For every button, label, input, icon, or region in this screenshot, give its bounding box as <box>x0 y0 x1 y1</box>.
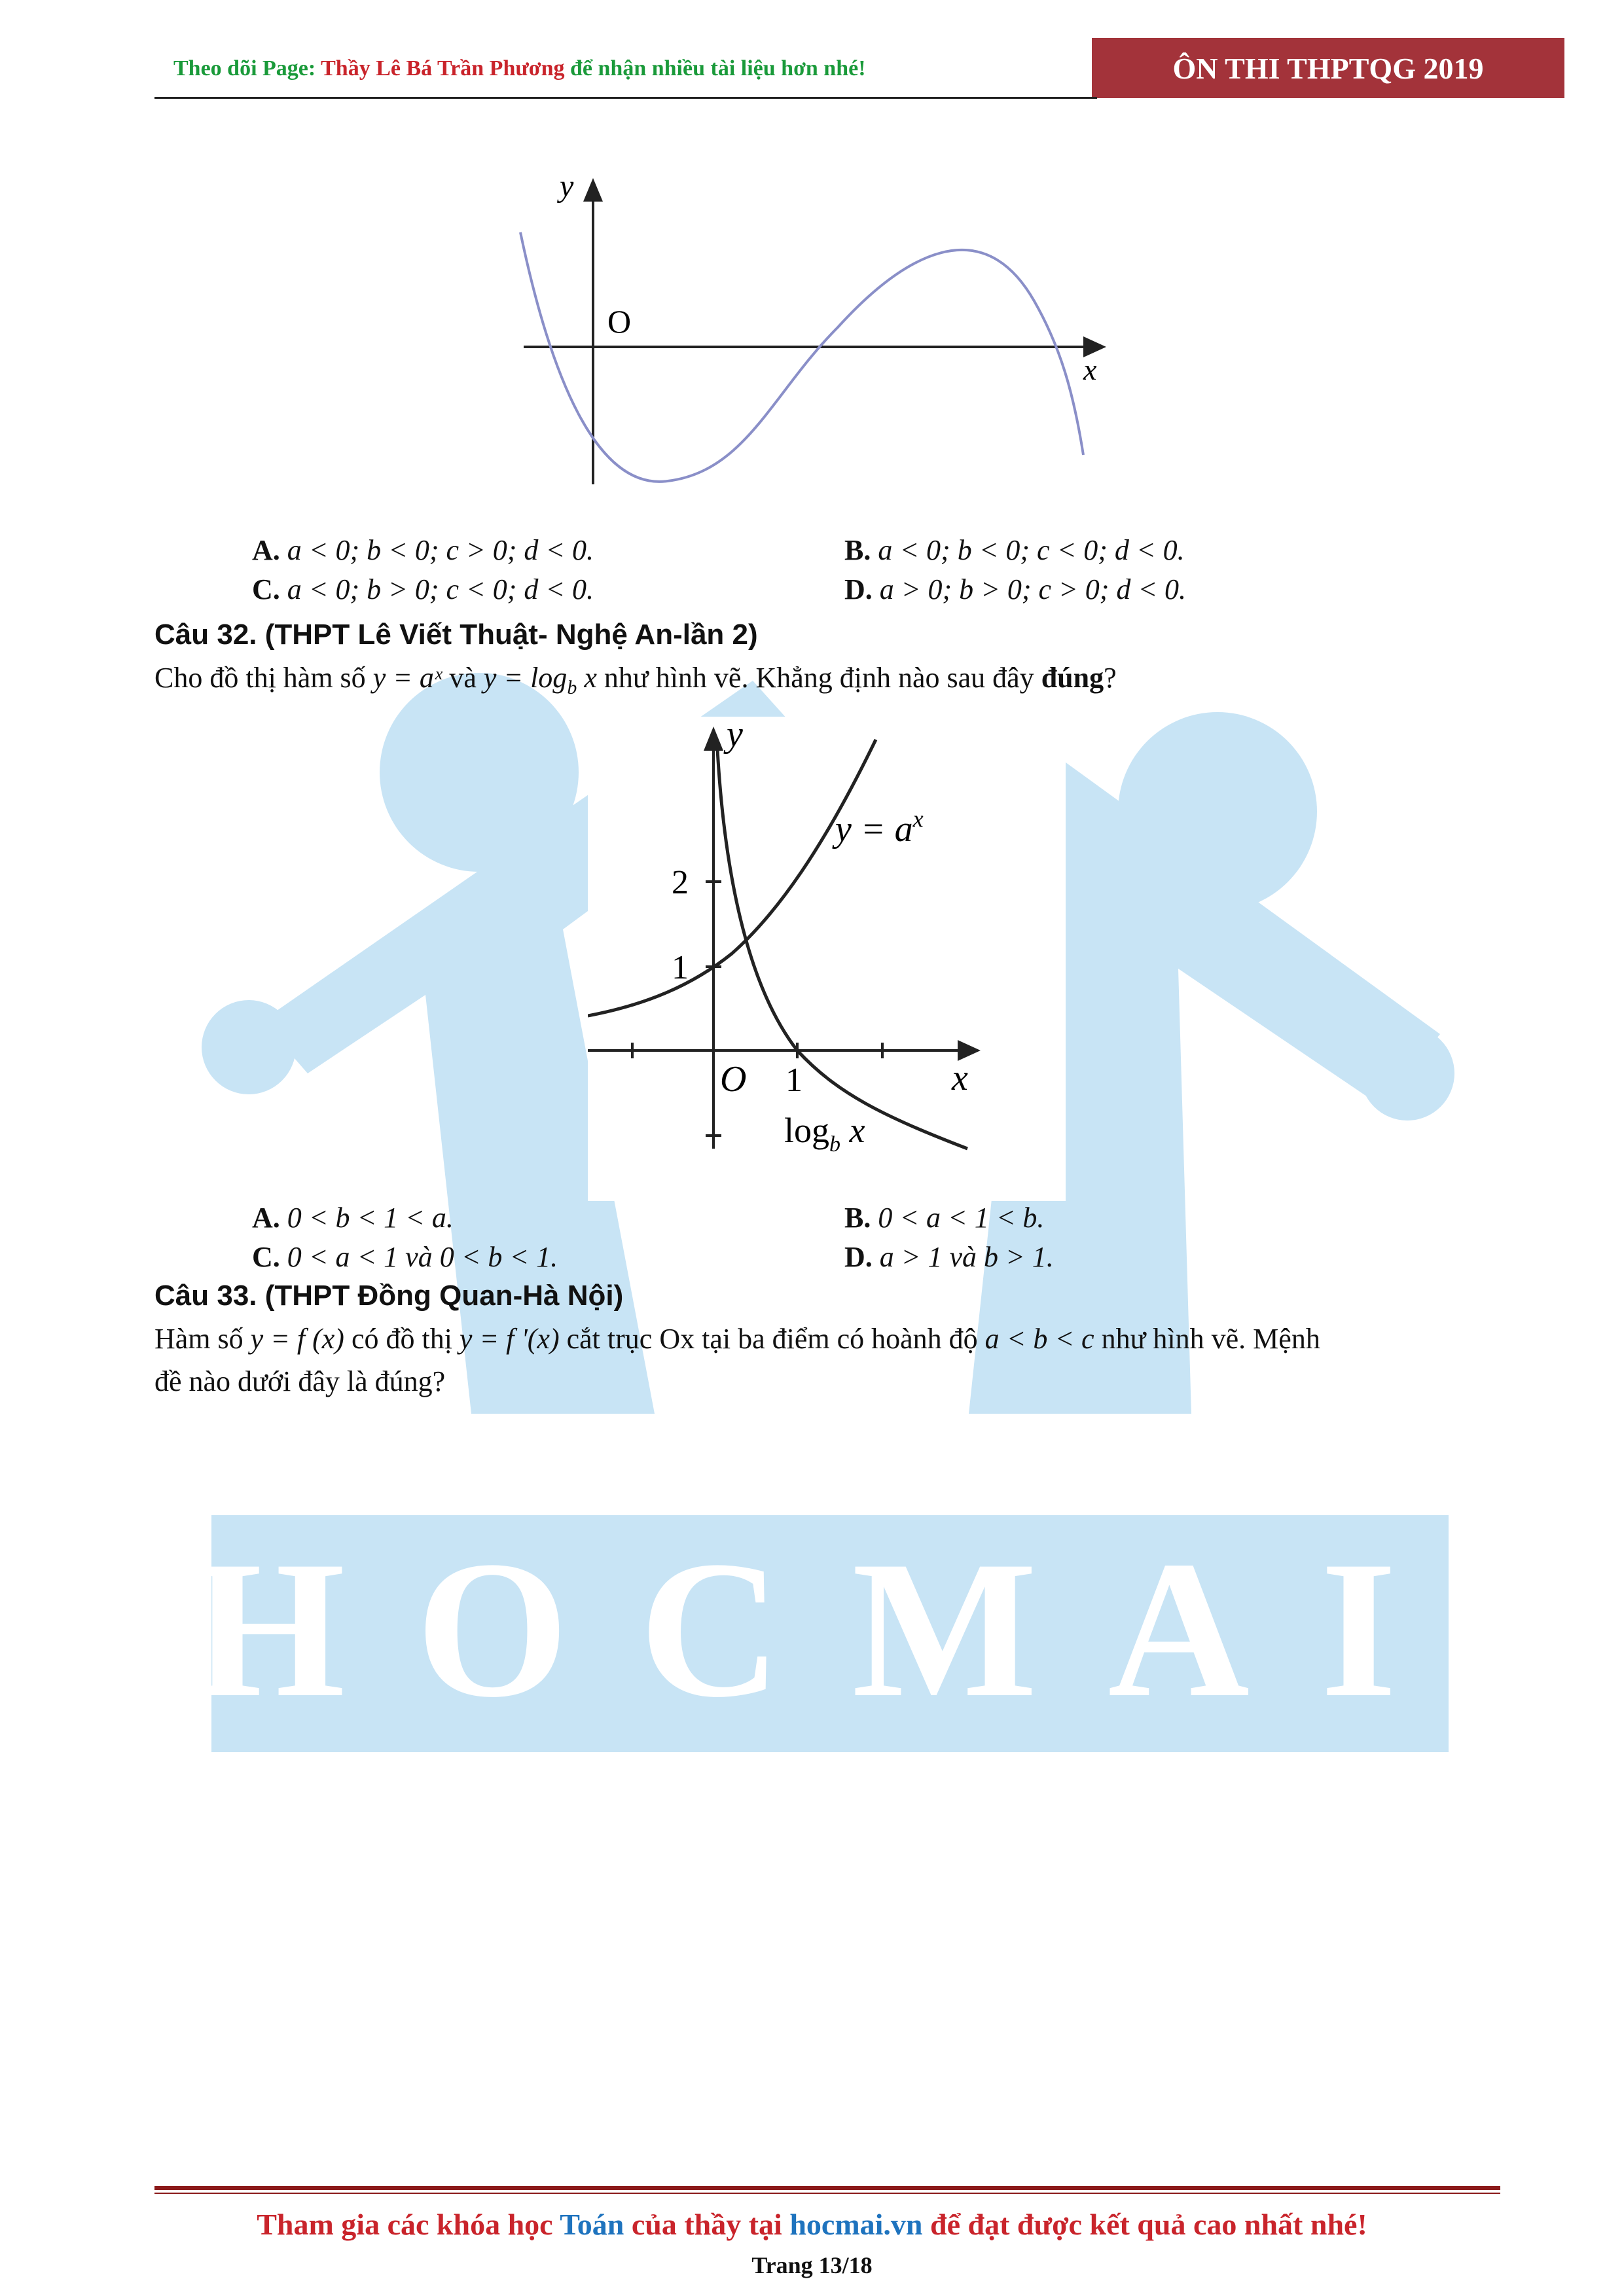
exp-curve-label: $y = a^x$ <box>835 806 924 850</box>
hocmai-link[interactable]: hocmai.vn <box>789 2208 923 2241</box>
cubic-curve <box>520 232 1083 482</box>
watermark-text: HOCMAI <box>192 1520 1468 1738</box>
q31-option-d[interactable]: D. a > 0; b > 0; c > 0; d < 0. <box>844 573 1187 605</box>
y-axis-arrow <box>583 178 603 202</box>
footer-promo: Tham gia các khóa học Toán của thầy tại hocmai.vn để đạt được kết quả cao nhất nhé! <box>257 2208 1367 2241</box>
tick-label-1y: 1 <box>672 949 689 986</box>
tick-label-2: 2 <box>672 864 689 901</box>
page-name-link[interactable]: Thầy Lê Bá Trần Phương <box>321 56 565 81</box>
origin-label: O <box>607 303 632 340</box>
exam-badge: ÔN THI THPTQG 2019 <box>1092 38 1564 98</box>
y-axis-label: y <box>560 169 574 204</box>
q33-stem-line2: đề nào dưới đây là đúng? <box>154 1365 446 1397</box>
q32-option-a[interactable]: A. 0 < b < 1 < a. <box>252 1202 454 1234</box>
x-axis-label: x <box>952 1058 968 1098</box>
page-number: Trang 13/18 <box>751 2252 873 2278</box>
cubic-graph <box>497 157 1152 497</box>
origin-label: O <box>720 1059 747 1100</box>
q32-option-b[interactable]: B. 0 < a < 1 < b. <box>844 1202 1045 1234</box>
q32-stem: Cho đồ thị hàm số y = aˣ và $y = \log_b x$ như hình vẽ. Khẳng định nào sau đây đúng? <box>154 662 1117 698</box>
header-rule <box>154 97 1097 99</box>
x-axis-label: x <box>1083 353 1097 386</box>
footer-rule-thick <box>154 2186 1500 2190</box>
exp-log-graph <box>588 717 1066 1201</box>
q33-title: Câu 33. (THPT Đồng Quan-Hà Nội) <box>154 1280 624 1312</box>
tick-label-1x: 1 <box>785 1062 803 1099</box>
q32-option-c[interactable]: C. 0 < a < 1 và 0 < b < 1. <box>252 1241 558 1273</box>
q31-option-b[interactable]: B. a < 0; b < 0; c < 0; d < 0. <box>844 534 1185 566</box>
q31-option-c[interactable]: C. a < 0; b > 0; c < 0; d < 0. <box>252 573 594 605</box>
footer-rule-thin <box>154 2193 1500 2194</box>
header-follow-text <box>173 56 866 81</box>
follow-prefix: Theo dõi Page: <box>173 56 321 81</box>
y-axis-label: y <box>727 717 743 755</box>
q33-stem-line1: Hàm số y = f (x) có đồ thị y = f '(x) cắt trục Ox tại ba điểm có hoành độ a < b < c như hình vẽ. Mệnh <box>154 1323 1320 1355</box>
q32-title: Câu 32. (THPT Lê Viết Thuật- Nghệ An-lần 2) <box>154 619 758 651</box>
follow-suffix: để nhận nhiều tài liệu hơn nhé! <box>564 56 866 81</box>
q31-option-a[interactable]: A. a < 0; b < 0; c > 0; d < 0. <box>252 534 594 566</box>
log-curve-label: $\log_b x$ <box>784 1111 865 1157</box>
q32-option-d[interactable]: D. a > 1 và b > 1. <box>844 1241 1054 1273</box>
